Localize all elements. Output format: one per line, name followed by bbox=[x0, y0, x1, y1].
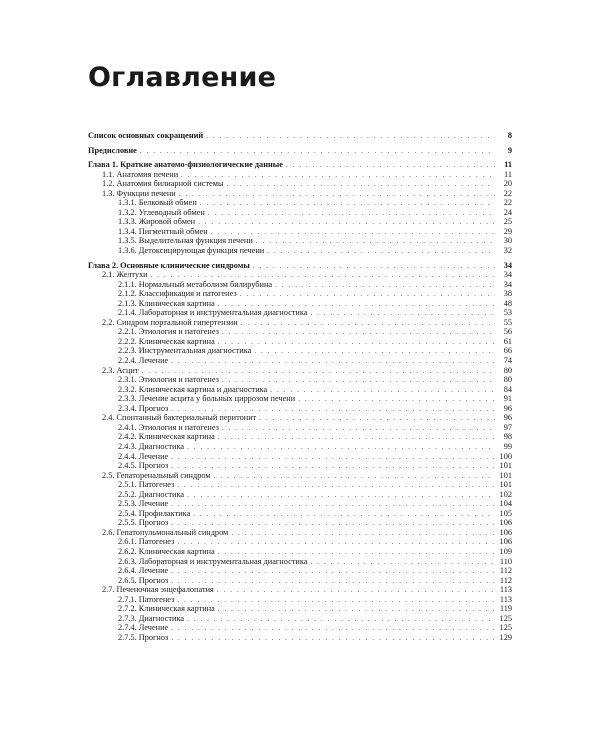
toc-subsection-entry[interactable] bbox=[88, 375, 512, 385]
toc-dot-leader bbox=[187, 443, 495, 453]
toc-dot-leader bbox=[275, 281, 495, 291]
toc-entry-title: 2.3.1. Этиология и патогенез bbox=[118, 375, 219, 385]
toc-subsection-entry[interactable] bbox=[88, 499, 512, 509]
toc-subsection-entry[interactable] bbox=[88, 208, 512, 218]
toc-page-number: 34 bbox=[503, 270, 512, 280]
toc-subsection-entry[interactable] bbox=[88, 432, 512, 442]
toc-subsection-entry[interactable] bbox=[88, 595, 512, 605]
toc-page-number: 125 bbox=[499, 623, 512, 633]
toc-entry-title: 1.3.4. Пигментный обмен bbox=[118, 226, 208, 236]
toc-page-number: 112 bbox=[499, 566, 512, 576]
toc-dot-leader bbox=[222, 424, 495, 434]
toc-page-number: 34 bbox=[503, 279, 512, 289]
toc-section-entry[interactable] bbox=[88, 528, 512, 538]
toc-dot-leader bbox=[177, 596, 495, 606]
toc-subsection-entry[interactable] bbox=[88, 509, 512, 519]
toc-entry-title: 2.5.5. Прогноз bbox=[118, 518, 169, 528]
toc-dot-leader bbox=[222, 328, 495, 338]
toc-entry-title: 2.5.2. Диагностика bbox=[118, 489, 185, 499]
toc-dot-leader bbox=[270, 386, 495, 396]
toc-entry-title: 2.3. Асцит bbox=[102, 365, 139, 375]
toc-subsection-entry[interactable] bbox=[88, 337, 512, 347]
toc-entry-title: 2.5.4. Профилактика bbox=[118, 508, 191, 518]
toc-dot-leader bbox=[177, 481, 495, 491]
toc-subsection-entry[interactable] bbox=[88, 461, 512, 471]
toc-page-number: 119 bbox=[499, 604, 512, 614]
toc-page-number: 29 bbox=[503, 226, 512, 236]
toc-page-number: 38 bbox=[503, 289, 512, 299]
toc-page-number: 99 bbox=[503, 441, 512, 451]
page-title: Оглавление bbox=[88, 62, 277, 93]
toc-dot-leader bbox=[231, 529, 495, 539]
toc-entry-title: 1.3.3. Жировой обмен bbox=[118, 217, 196, 227]
toc-dot-leader bbox=[253, 262, 495, 272]
toc-dot-leader bbox=[298, 395, 495, 405]
toc-page-number: 98 bbox=[503, 432, 512, 442]
toc-chapter-entry[interactable] bbox=[88, 261, 512, 271]
toc-entry-title: 2.3.4. Прогноз bbox=[118, 403, 169, 413]
toc-page-number: 129 bbox=[499, 632, 512, 642]
toc-entry-title: 2.7.4. Лечение bbox=[118, 623, 169, 633]
toc-section-entry[interactable] bbox=[88, 270, 512, 280]
toc-page-number: 100 bbox=[499, 451, 512, 461]
toc-page-number: 61 bbox=[503, 336, 512, 346]
toc-subsection-entry[interactable] bbox=[88, 327, 512, 337]
toc-entry-title: 2.1.2. Классификация и патогенез bbox=[118, 289, 237, 299]
toc-entry-title: Предисловие bbox=[88, 145, 137, 155]
toc-entry-title: 2.4.1. Этиология и патогенез bbox=[118, 422, 219, 432]
toc-page-number: 25 bbox=[503, 217, 512, 227]
toc-entry-title: 2.4.5. Прогноз bbox=[118, 461, 169, 471]
toc-entry-title: 2.7.5. Прогноз bbox=[118, 632, 169, 642]
toc-page-number: 80 bbox=[503, 375, 512, 385]
toc-subsection-entry[interactable] bbox=[88, 217, 512, 227]
toc-dot-leader bbox=[217, 586, 495, 596]
toc-page-number: 104 bbox=[499, 499, 512, 509]
toc-page-number: 11 bbox=[504, 169, 512, 179]
toc-page-number: 53 bbox=[503, 308, 512, 318]
table-of-contents bbox=[88, 131, 512, 642]
toc-subsection-entry[interactable] bbox=[88, 442, 512, 452]
toc-entry-title: 2.2.2. Клиническая картина bbox=[118, 336, 215, 346]
toc-entry-title: 2.1. Желтухи bbox=[102, 270, 148, 280]
toc-subsection-entry[interactable] bbox=[88, 404, 512, 414]
toc-subsection-entry[interactable] bbox=[88, 518, 512, 528]
toc-dot-leader bbox=[240, 290, 495, 300]
toc-dot-leader bbox=[259, 414, 495, 424]
toc-dot-leader bbox=[208, 209, 495, 219]
toc-page-number: 101 bbox=[499, 480, 512, 490]
toc-page-number: 96 bbox=[503, 403, 512, 413]
toc-subsection-entry[interactable] bbox=[88, 490, 512, 500]
toc-dot-leader bbox=[171, 453, 495, 463]
toc-dot-leader bbox=[171, 462, 495, 472]
toc-page-number: 125 bbox=[499, 613, 512, 623]
toc-entry-title: 2.4.3. Диагностика bbox=[118, 441, 185, 451]
toc-entry-title: 2.6.4. Лечение bbox=[118, 566, 169, 576]
toc-section-entry[interactable] bbox=[88, 471, 512, 481]
toc-subsection-entry[interactable] bbox=[88, 576, 512, 586]
toc-dot-leader bbox=[241, 319, 495, 329]
toc-dot-leader bbox=[200, 199, 495, 209]
toc-subsection-entry[interactable] bbox=[88, 356, 512, 366]
toc-entry-title: 2.6. Гепатопульмональный синдром bbox=[102, 527, 229, 537]
toc-dot-leader bbox=[187, 491, 495, 501]
toc-subsection-entry[interactable] bbox=[88, 246, 512, 256]
toc-subsection-entry[interactable] bbox=[88, 289, 512, 299]
toc-entry-title: 2.6.2. Клиническая картина bbox=[118, 546, 215, 556]
toc-subsection-entry[interactable] bbox=[88, 280, 512, 290]
toc-page-number: 56 bbox=[503, 327, 512, 337]
toc-entry-title: Глава 2. Основные клинические синдромы bbox=[88, 260, 250, 270]
toc-page-number: 113 bbox=[499, 594, 512, 604]
toc-entry-title: Глава 1. Краткие анатомо-физиологические данные bbox=[88, 160, 283, 170]
toc-subsection-entry[interactable] bbox=[88, 537, 512, 547]
toc-entry-title: 2.5.3. Лечение bbox=[118, 499, 169, 509]
toc-dot-leader bbox=[171, 624, 495, 634]
toc-dot-leader bbox=[198, 218, 495, 228]
toc-entry-title: 2.7. Печеночная энцефалопатия bbox=[102, 585, 214, 595]
toc-page-number: 106 bbox=[499, 537, 512, 547]
toc-page-number: 66 bbox=[503, 346, 512, 356]
toc-page-number: 101 bbox=[499, 461, 512, 471]
toc-page-number: 11 bbox=[504, 160, 512, 170]
toc-page-number: 110 bbox=[499, 556, 512, 566]
toc-page-number: 32 bbox=[503, 246, 512, 256]
toc-subsection-entry[interactable] bbox=[88, 394, 512, 404]
toc-page-number: 8 bbox=[507, 131, 512, 140]
toc-dot-leader bbox=[254, 347, 495, 357]
toc-subsection-entry[interactable] bbox=[88, 236, 512, 246]
toc-section-entry[interactable] bbox=[88, 189, 512, 199]
toc-page-number: 34 bbox=[503, 260, 512, 270]
toc-dot-leader bbox=[171, 567, 495, 577]
toc-section-entry[interactable] bbox=[88, 413, 512, 423]
toc-page-number: 9 bbox=[507, 145, 512, 155]
toc-entry-title: 2.5. Гепаторенальный синдром bbox=[102, 470, 211, 480]
toc-entry-title: 2.6.3. Лабораторная и инструментальная диагностика bbox=[118, 556, 308, 566]
toc-dot-leader bbox=[171, 634, 495, 644]
toc-subsection-entry[interactable] bbox=[88, 614, 512, 624]
toc-chapter-entry[interactable] bbox=[88, 146, 512, 156]
toc-page-number: 105 bbox=[499, 508, 512, 518]
toc-subsection-entry[interactable] bbox=[88, 299, 512, 309]
toc-dot-leader bbox=[310, 309, 495, 319]
toc-dot-leader bbox=[256, 237, 495, 247]
toc-entry-title: 1.3.1. Белковый обмен bbox=[118, 198, 197, 208]
toc-entry-title: 2.4.2. Клиническая картина bbox=[118, 432, 215, 442]
toc-subsection-entry[interactable] bbox=[88, 227, 512, 237]
toc-subsection-entry[interactable] bbox=[88, 452, 512, 462]
toc-dot-leader bbox=[227, 180, 495, 190]
toc-subsection-entry[interactable] bbox=[88, 346, 512, 356]
toc-page-number: 30 bbox=[503, 236, 512, 246]
toc-subsection-entry[interactable] bbox=[88, 633, 512, 643]
toc-page-number: 97 bbox=[503, 422, 512, 432]
toc-dot-leader bbox=[177, 538, 495, 548]
toc-entry-title: 1.3. Функции печени bbox=[102, 188, 176, 198]
toc-subsection-entry[interactable] bbox=[88, 604, 512, 614]
toc-entry-title: 1.1. Анатомия печени bbox=[102, 169, 179, 179]
toc-page-number: 106 bbox=[499, 518, 512, 528]
toc-chapter-entry[interactable] bbox=[88, 131, 512, 141]
toc-section-entry[interactable] bbox=[88, 585, 512, 595]
toc-entry-title: 1.2. Анатомия билиарной системы bbox=[102, 179, 224, 189]
toc-entry-title: 2.2.3. Инструментальная диагностика bbox=[118, 346, 252, 356]
toc-page-number: 48 bbox=[503, 298, 512, 308]
toc-entry-title: 2.2.1. Этиология и патогенез bbox=[118, 327, 219, 337]
toc-section-entry[interactable] bbox=[88, 170, 512, 180]
toc-page-number: 20 bbox=[503, 179, 512, 189]
toc-subsection-entry[interactable] bbox=[88, 557, 512, 567]
toc-page-number: 113 bbox=[499, 585, 512, 595]
toc-dot-leader bbox=[267, 247, 495, 257]
toc-section-entry[interactable] bbox=[88, 179, 512, 189]
toc-entry-title: 2.1.1. Нормальный метаболизм билирубина bbox=[118, 279, 273, 289]
toc-entry-title: 2.4.4. Лечение bbox=[118, 451, 169, 461]
toc-entry-title: 2.5.1. Патогенез bbox=[118, 480, 175, 490]
toc-subsection-entry[interactable] bbox=[88, 547, 512, 557]
toc-dot-leader bbox=[171, 357, 495, 367]
toc-subsection-entry[interactable] bbox=[88, 566, 512, 576]
toc-page-number: 96 bbox=[503, 413, 512, 423]
toc-page-number: 101 bbox=[499, 470, 512, 480]
toc-entry-title: 2.3.2. Клиническая картина и диагностика bbox=[118, 384, 268, 394]
toc-subsection-entry[interactable] bbox=[88, 623, 512, 633]
toc-dot-leader bbox=[193, 510, 495, 520]
toc-dot-leader bbox=[140, 147, 495, 157]
toc-page-number: 102 bbox=[499, 489, 512, 499]
toc-dot-leader bbox=[206, 132, 495, 142]
toc-dot-leader bbox=[214, 472, 495, 482]
toc-section-entry[interactable] bbox=[88, 366, 512, 376]
toc-page-number: 74 bbox=[503, 356, 512, 366]
toc-dot-leader bbox=[310, 558, 495, 568]
toc-entry-title: 2.7.3. Диагностика bbox=[118, 613, 185, 623]
toc-entry-title: 2.7.2. Клиническая картина bbox=[118, 604, 215, 614]
toc-page-number: 106 bbox=[499, 527, 512, 537]
toc-page-number: 22 bbox=[503, 188, 512, 198]
toc-page-number: 109 bbox=[499, 546, 512, 556]
toc-entry-title: 2.3.3. Лечение асцита у больных циррозом печени bbox=[118, 394, 296, 404]
toc-subsection-entry[interactable] bbox=[88, 480, 512, 490]
toc-entry-title: 2.7.1. Патогенез bbox=[118, 594, 175, 604]
toc-page-number: 91 bbox=[503, 394, 512, 404]
toc-dot-leader bbox=[181, 171, 495, 181]
toc-chapter-entry[interactable] bbox=[88, 160, 512, 170]
toc-subsection-entry[interactable] bbox=[88, 385, 512, 395]
toc-page-number: 84 bbox=[503, 384, 512, 394]
toc-page-number: 22 bbox=[503, 198, 512, 208]
toc-dot-leader bbox=[179, 190, 495, 200]
toc-dot-leader bbox=[218, 338, 495, 348]
toc-entry-title: 2.2.4. Лечение bbox=[118, 356, 169, 366]
toc-entry-title: 2.2. Синдром портальной гипертензии bbox=[102, 317, 238, 327]
toc-dot-leader bbox=[187, 615, 495, 625]
toc-page-number: 24 bbox=[503, 207, 512, 217]
toc-entry-title: 2.4. Спонтанный бактериальный перитонит bbox=[102, 413, 257, 423]
toc-subsection-entry[interactable] bbox=[88, 308, 512, 318]
toc-page-number: 112 bbox=[499, 575, 512, 585]
toc-dot-leader bbox=[171, 500, 495, 510]
toc-subsection-entry[interactable] bbox=[88, 198, 512, 208]
toc-page-number: 80 bbox=[503, 365, 512, 375]
toc-dot-leader bbox=[171, 577, 495, 587]
toc-dot-leader bbox=[218, 433, 495, 443]
toc-entry-title: 2.6.1. Патогенез bbox=[118, 537, 175, 547]
toc-section-entry[interactable] bbox=[88, 318, 512, 328]
toc-dot-leader bbox=[218, 605, 495, 615]
toc-page-number: 55 bbox=[503, 317, 512, 327]
toc-subsection-entry[interactable] bbox=[88, 423, 512, 433]
toc-entry-title: 2.6.5. Прогноз bbox=[118, 575, 169, 585]
toc-dot-leader bbox=[286, 161, 495, 171]
toc-entry-title: 1.3.2. Углеводный обмен bbox=[118, 207, 205, 217]
toc-entry-title: 2.1.3. Клиническая картина bbox=[118, 298, 215, 308]
toc-entry-title: Список основных сокращений bbox=[88, 131, 204, 140]
toc-entry-title: 1.3.6. Детоксицирующая функция печени bbox=[118, 246, 265, 256]
toc-entry-title: 2.1.4. Лабораторная и инструментальная диагностика bbox=[118, 308, 308, 318]
toc-entry-title: 1.3.5. Выделительная функция печени bbox=[118, 236, 253, 246]
